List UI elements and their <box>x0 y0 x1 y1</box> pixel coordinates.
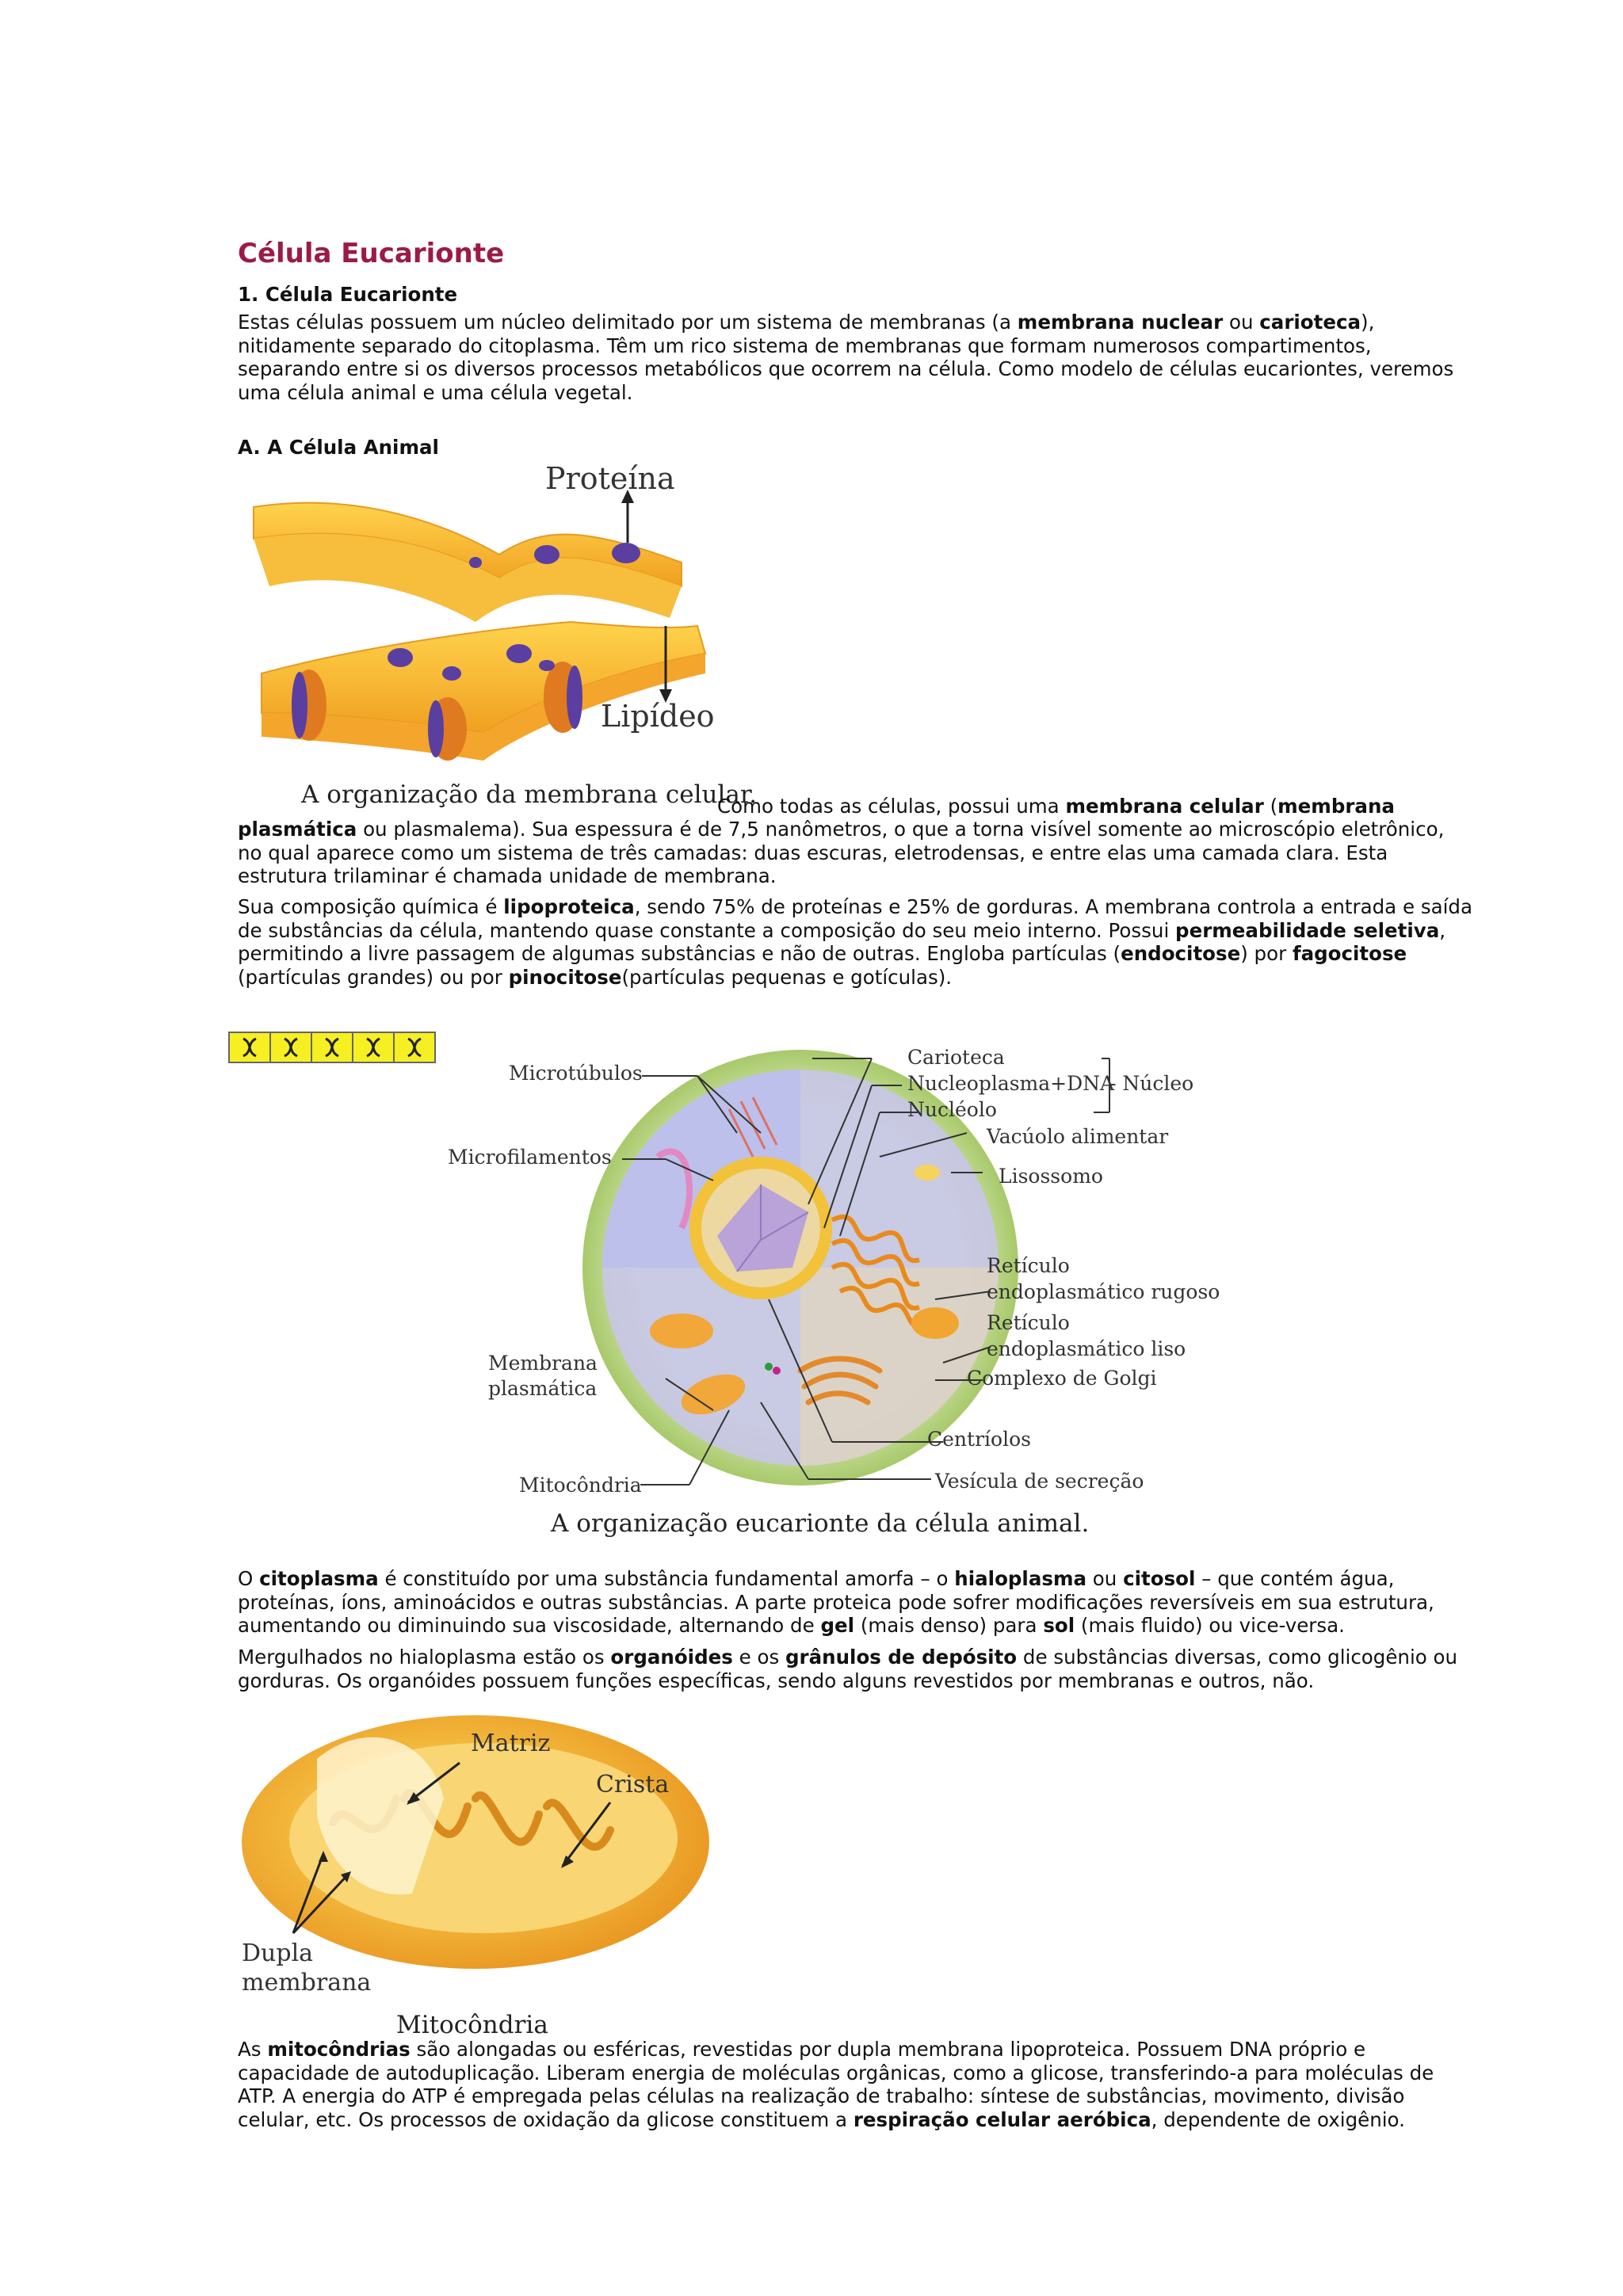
membrane-figure <box>238 460 745 816</box>
bold-term: respiração celular aeróbica <box>853 2107 1151 2131</box>
mitocondrias-paragraph <box>238 2038 1474 2131</box>
carioteca-label: Carioteca <box>907 1046 1005 1069</box>
text-run: são alongadas ou esféricas, revestidas por dupla membrana lipoproteica. Possuem DNA próprio e capacidade de autoduplicação. Liberam energia de moléculas orgânicas, como a glicose, transferindo-a para moléculas de ATP. A energia do ATP é empregada pelas células na realização de trabalho: síntese de substâncias, movimento, divisão celular, etc. Os processos de oxidação da glicose constituem a <box>238 2038 1434 2131</box>
mito-caption: Mitocôndria <box>396 2011 548 2039</box>
golgi-label: Complexo de Golgi <box>967 1367 1157 1390</box>
bold-term: mitocôndrias <box>267 2038 411 2061</box>
text-run: Estas células possuem um núcleo delimitado por um sistema de membranas (a <box>238 311 1018 334</box>
cell-caption: A organização eucarionte da célula animal. <box>551 1509 1090 1538</box>
text-run: , dependente de oxigênio. <box>1151 2107 1405 2131</box>
bold-term: citosol <box>1123 1567 1196 1590</box>
text-run: é constituído por uma substância fundamental amorfa – o <box>378 1567 955 1590</box>
centriolos-label: Centríolos <box>927 1428 1031 1451</box>
vesicula-label: Vesícula de secreção <box>935 1470 1144 1493</box>
citoplasma-paragraph <box>238 1567 1474 1638</box>
bold-term: fagocitose <box>1292 942 1407 965</box>
text-run: O <box>238 1567 260 1590</box>
text-run: As <box>238 2038 268 2061</box>
dna-icon <box>271 1033 312 1062</box>
section-heading: 1. Célula Eucarionte <box>238 283 458 306</box>
text-run: Como todas as células, possui uma <box>717 795 1066 818</box>
microfilamentos-label: Microfilamentos <box>448 1146 612 1169</box>
text-run: ) por <box>1240 942 1293 965</box>
lisossomo-label: Lisossomo <box>999 1165 1103 1188</box>
text-run: Sua composição química é <box>238 895 504 918</box>
bold-term: plasmática <box>238 818 357 841</box>
nucleolo-label: Nucléolo <box>907 1098 997 1121</box>
microtubulos-label: Microtúbulos <box>509 1062 643 1085</box>
bold-term: citoplasma <box>259 1567 379 1590</box>
animal-cell-heading: A. A Célula Animal <box>238 436 439 459</box>
text-run: Mergulhados no hialoplasma estão os <box>238 1646 611 1669</box>
text-run: , permitindo a livre passagem de algumas substâncias e não de outras. Engloba partículas ( <box>238 918 1446 965</box>
text-run: ou <box>1223 311 1260 334</box>
bold-term: lipoproteica <box>503 895 635 918</box>
dna-icon <box>312 1033 353 1062</box>
organoides-paragraph <box>238 1646 1474 1692</box>
text-run: (partículas pequenas e gotículas). <box>621 965 953 989</box>
bold-term: organóides <box>610 1646 733 1669</box>
icon-strip <box>228 1032 436 1063</box>
bold-term: permeabilidade seletiva <box>1175 918 1440 942</box>
text-run: ( <box>1263 795 1278 818</box>
membrane-paragraph <box>238 818 1474 888</box>
text-run: e os <box>732 1646 786 1669</box>
dupla-label-1: Dupla <box>242 1939 314 1967</box>
text-run: ), nitidamente separado do citoplasma. Têm um rico sistema de membranas que formam numerosos compartimentos, separando entre si os diversos processos metabólicos que ocorrem na célula. Como modelo de células eucariontes, veremos uma célula animal e uma célula vegetal. <box>238 311 1454 404</box>
text-run: ou <box>1086 1567 1124 1590</box>
bold-term: carioteca <box>1259 311 1361 334</box>
bold-term: endocitose <box>1121 942 1241 965</box>
rel-label-2: endoplasmático liso <box>987 1337 1186 1360</box>
text-run: , sendo 75% de proteínas e 25% de gorduras. A membrana controla a entrada e saída de substâncias da célula, mantendo quase constante a composição do seu meio interno. Possui <box>238 895 1472 942</box>
vacuolo-label: Vacúolo alimentar <box>987 1125 1169 1148</box>
bold-term: grânulos de depósito <box>785 1646 1018 1669</box>
cell-label-leaders <box>428 1030 1220 1521</box>
mitocondria-cell-label: Mitocôndria <box>519 1474 642 1497</box>
text-run: (mais denso) para <box>854 1614 1044 1637</box>
matriz-label: Matriz <box>471 1730 551 1757</box>
protein-label: Proteína <box>545 461 675 496</box>
dupla-label-2: membrana <box>242 1969 372 1997</box>
rer-label-1: Retículo <box>987 1254 1070 1277</box>
bold-term: membrana <box>1277 795 1395 818</box>
text-run: (partículas grandes) ou por <box>238 965 509 989</box>
membrane-caption: A organização da membrana celular. <box>301 780 758 809</box>
bold-term: membrana nuclear <box>1017 311 1224 334</box>
bold-term: gel <box>820 1614 855 1637</box>
membrane-paragraph-start <box>717 795 1478 818</box>
bold-term: pinocitose <box>508 965 622 989</box>
dna-icon <box>230 1033 271 1062</box>
rer-label-2: endoplasmático rugoso <box>987 1280 1220 1303</box>
page-title: Célula Eucarionte <box>238 238 505 269</box>
plasmatica-label: plasmática <box>488 1377 598 1400</box>
text-run: – que contém água, proteínas, íons, aminoácidos e outras substâncias. A parte proteica pode sofrer modificações reversíveis em sua estrutura, aumentando ou diminuindo sua viscosidade, alternando de <box>238 1567 1434 1637</box>
nucleo-label: - Núcleo <box>1109 1072 1194 1095</box>
lipid-label: Lipídeo <box>601 699 715 734</box>
bold-term: sol <box>1043 1614 1075 1637</box>
text-run: de substâncias diversas, como glicogênio ou gorduras. Os organóides possuem funções específicas, sendo alguns revestidos por membranas e outros, não. <box>238 1646 1458 1692</box>
intro-paragraph <box>238 311 1474 404</box>
dna-icon <box>353 1033 395 1062</box>
rel-label-1: Retículo <box>987 1311 1070 1334</box>
crista-label: Crista <box>596 1771 670 1798</box>
text-run: (mais fluido) ou vice-versa. <box>1075 1614 1345 1637</box>
nucleoplasma-label: Nucleoplasma+DNA <box>907 1072 1115 1095</box>
bold-term: membrana celular <box>1065 795 1264 818</box>
text-run: ou plasmalema). Sua espessura é de 7,5 nanômetros, o que a torna visível somente ao microscópio eletrônico, no qual aparece como um sistema de três camadas: duas escuras, eletrodensas, e entre elas uma camada clara. Esta estrutura trilaminar é chamada unidade de membrana. <box>238 818 1445 887</box>
membrana-label: Membrana <box>488 1352 598 1375</box>
membrane-illustration <box>238 460 745 816</box>
bold-term: hialoplasma <box>954 1567 1087 1590</box>
composition-paragraph <box>238 895 1474 989</box>
